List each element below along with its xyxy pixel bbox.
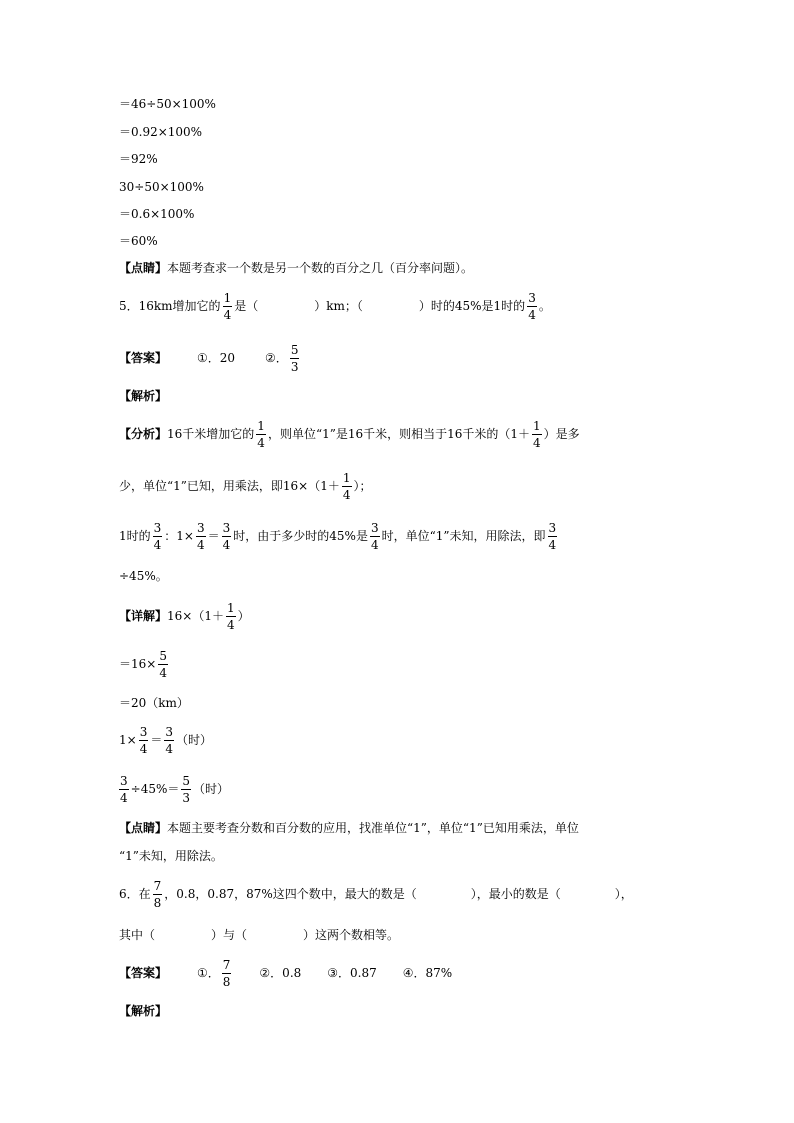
detail-line: 1× $\frac{3}{4}$ ＝ $\frac{3}{4}$ （时）: [119, 724, 213, 756]
calc-line: ＝46÷50×100%: [119, 97, 216, 111]
detail-line: ＝16× $\frac{5}{4}$: [119, 648, 167, 680]
question-6-cont: 其中（ ）与（ ）这两个数相等。: [119, 928, 400, 942]
answer-line: 【答案】 ①．20 ②． $\frac{5}{3}$: [119, 342, 299, 374]
fraction: $\frac{3}{4}$: [222, 520, 231, 552]
fraction: $\frac{5}{3}$: [290, 342, 299, 374]
fraction: $\frac{5}{4}$: [159, 648, 167, 680]
fraction: $\frac{3}{4}$: [120, 773, 128, 805]
calc-line: ＝60%: [119, 234, 158, 248]
analysis-line: 1时的 $\frac{3}{4}$ ：1× $\frac{3}{4}$ ＝ $\frac{3}{4}$ 时，由于多少时的45%是 $\frac{3}{4}$ 时，单位“1”未知，用除法，即 $\frac{3}{4}$: [119, 520, 557, 552]
fraction: $\frac{1}{4}$: [226, 600, 235, 632]
fraction: $\frac{5}{3}$: [182, 773, 191, 805]
calc-line: ＝92%: [119, 152, 158, 166]
fraction: $\frac{1}{4}$: [223, 290, 232, 322]
detail-line: 【详解】 16×（1＋ $\frac{1}{4}$ ）: [119, 600, 250, 632]
detail-line: ＝20（km）: [119, 696, 189, 710]
calc-line: ＝0.92×100%: [119, 125, 203, 139]
question-5: 5．16km增加它的 $\frac{1}{4}$ 是（ ）km；（ ）时的45%是1时的 $\frac{3}{4}$ 。: [119, 290, 551, 322]
fraction: $\frac{3}{4}$: [196, 520, 205, 552]
jiexi-line: 【解析】: [119, 389, 168, 403]
detail-line: $\frac{3}{4}$ ÷45%＝ $\frac{5}{3}$ （时）: [120, 773, 230, 805]
answer-line: 【答案】 ①． $\frac{7}{8}$ ②．0.8 ③．0.87 ④．87%: [119, 957, 453, 989]
fraction: $\frac{7}{8}$: [222, 957, 231, 989]
calc-line: ＝0.6×100%: [119, 207, 195, 221]
fraction: $\frac{1}{4}$: [257, 418, 265, 450]
dianjing-line: 【点睛】 本题主要考查分数和百分数的应用，找准单位“1”，单位“1”已知用乘法，单位: [119, 821, 579, 835]
fraction: $\frac{1}{4}$: [533, 418, 541, 450]
analysis-line: 【分析】 16千米增加它的 $\frac{1}{4}$ ，则单位“1”是16千米，则相当于16千米的（1＋ $\frac{1}{4}$ ）是多: [119, 418, 580, 450]
question-6: 6．在 $\frac{7}{8}$ ，0.8，0.87，87%这四个数中，最大的数是（ ），最小的数是（ ），: [119, 878, 633, 910]
dianjing-line: 【点睛】 本题考查求一个数是另一个数的百分之几（百分率问题）。: [119, 261, 474, 275]
analysis-line: ÷45%。: [119, 569, 168, 583]
fraction: $\frac{3}{4}$: [153, 520, 162, 552]
dianjing-line: “1”未知，用除法。: [119, 849, 223, 863]
fraction: $\frac{3}{4}$: [165, 724, 173, 756]
calc-line: 30÷50×100%: [119, 180, 204, 194]
jiexi-line: 【解析】: [119, 1004, 168, 1018]
fraction: $\frac{7}{8}$: [153, 878, 162, 910]
fraction: $\frac{3}{4}$: [139, 724, 148, 756]
fraction: $\frac{3}{4}$: [528, 290, 536, 322]
analysis-line: 少，单位“1”已知，用乘法，即16×（1＋ $\frac{1}{4}$ ）；: [119, 470, 372, 502]
fraction: $\frac{1}{4}$: [342, 470, 351, 502]
fraction: $\frac{3}{4}$: [548, 520, 557, 552]
fraction: $\frac{3}{4}$: [370, 520, 379, 552]
